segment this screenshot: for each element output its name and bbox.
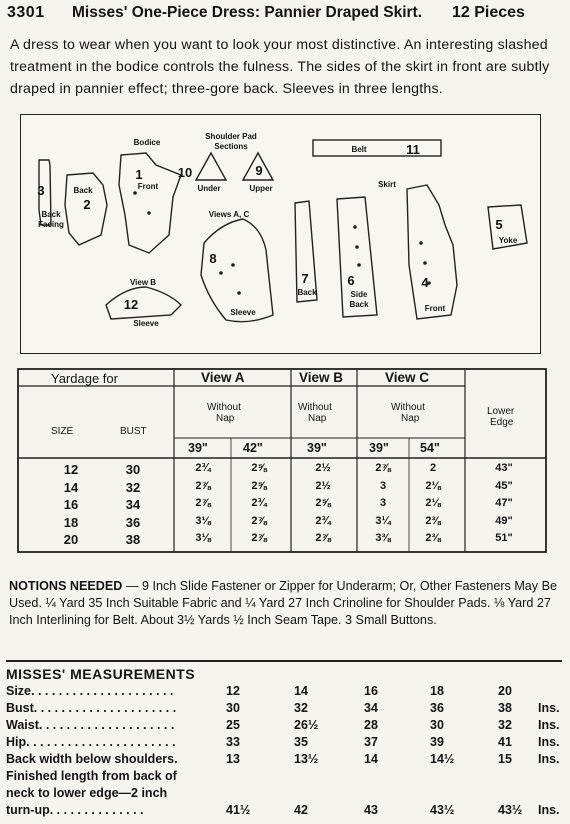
num-2: 2 — [83, 197, 91, 212]
measurement-value: 14½ — [430, 752, 455, 766]
description-paragraph: A dress to wear when you want to look your most distinctive. An interesting slashed treatment in the bodice controls the fulness. The sides of the skirt in front are subtly draped in pannier effect; three-gore back. Sleeves in three lengths. — [10, 37, 550, 97]
measurement-value: 18 — [430, 684, 444, 698]
measurement-unit: Ins. — [538, 803, 560, 817]
label-skirt: Skirt — [378, 180, 396, 189]
without-nap-c-2: Nap — [401, 413, 420, 424]
num-7: 7 — [301, 271, 309, 286]
measurement-row — [6, 752, 566, 769]
yardage-cell-b39: 2⅝ — [315, 497, 331, 509]
measurement-value: 38 — [498, 701, 512, 715]
label-back-skirt: Back — [297, 288, 317, 297]
yardage-cell-a39: 2⅞ — [195, 479, 211, 492]
measurement-label: Back width below shoulders. — [6, 752, 178, 766]
measurement-label: Hip. . . . . . . . . . . . . . . . . . . . . . — [6, 735, 176, 749]
section-divider — [6, 660, 562, 662]
yardage-cell-c39: 3 — [379, 497, 387, 509]
num-6: 6 — [347, 273, 355, 288]
measurement-unit: Ins. — [538, 701, 560, 715]
yardage-cell-c39: 3 — [379, 479, 387, 492]
label-yoke: Yoke — [498, 236, 518, 245]
label-belt: Belt — [351, 145, 367, 154]
pattern-layout-diagram — [20, 114, 541, 354]
measurement-value: 41 — [498, 735, 512, 749]
yardage-cell-c54: 2 — [429, 462, 437, 474]
yardage-cell-size: 16 — [63, 497, 79, 512]
measurement-row — [6, 701, 566, 718]
piece-sleeve-b — [106, 287, 181, 319]
without-nap-b-1: Without — [298, 402, 332, 413]
measurement-row — [6, 684, 566, 701]
yardage-for-label: Yardage for — [51, 371, 118, 386]
measurement-row — [6, 803, 566, 820]
without-nap-c-1: Without — [391, 402, 425, 413]
width-b39: 39" — [307, 441, 327, 455]
piece-belt — [313, 140, 441, 156]
yardage-cell-edge: 51" — [495, 532, 513, 544]
yardage-cell-size: 12 — [63, 462, 79, 477]
label-front-skirt: Front — [424, 304, 446, 313]
yardage-cell-c39: 2⅞ — [375, 462, 391, 474]
label-view-b: View B — [129, 278, 157, 287]
width-a42: 42" — [243, 441, 263, 455]
num-4: 4 — [421, 275, 429, 290]
width-c39: 39" — [369, 441, 389, 455]
label-upper: Upper — [249, 184, 273, 193]
measurement-value: 14 — [364, 752, 378, 766]
lower-edge-header-2: Edge — [490, 417, 514, 428]
piece-bodice-front — [119, 153, 181, 253]
yardage-cell-c39: 3⅜ — [375, 532, 391, 544]
yardage-cell-b39: 2½ — [315, 479, 331, 492]
measurement-value: 41½ — [226, 803, 251, 817]
yardage-cell-edge: 43" — [495, 462, 513, 474]
measurements-title: MISSES' MEASUREMENTS — [6, 666, 196, 682]
measurement-unit: Ins. — [538, 752, 560, 766]
num-5: 5 — [495, 217, 503, 232]
measurement-value: 43½ — [498, 803, 523, 817]
yardage-cell-edge: 49" — [495, 514, 513, 527]
view-b-header: View B — [299, 370, 344, 385]
measurement-value: 33 — [226, 735, 240, 749]
measurement-value: 28 — [364, 718, 378, 732]
yardage-cell-bust: 32 — [125, 479, 141, 495]
label-front: Front — [137, 182, 159, 191]
yardage-cell-a42: 2⅞ — [251, 514, 267, 527]
label-bodice: Bodice — [133, 138, 161, 147]
measurement-unit: Ins. — [538, 735, 560, 749]
num-3: 3 — [37, 183, 45, 198]
yardage-cell-b39: 2½ — [315, 462, 331, 474]
yardage-cell-size: 14 — [63, 479, 79, 495]
measurement-label: Finished length from back of — [6, 769, 177, 783]
lower-edge-header-1: Lower — [487, 406, 515, 417]
yardage-cell-a42: 2¾ — [251, 497, 267, 509]
yardage-cell-bust: 34 — [125, 497, 141, 512]
measurement-value: 34 — [364, 701, 378, 715]
notions-text: — 9 Inch Slide Fastener or Zipper for Underarm; Or, Other Fasteners May Be Used. ¼ Yard 35 Inch Suitable Fabric and ¼ Yard 27 Inch Crinoline for Shoulder Pads. ⅛ Yard 27 Inch Interlining for Belt. About 3½ Yards ½ Inch Seam Tape. 3 Small Buttons. — [9, 579, 558, 627]
measurement-value: 26½ — [294, 718, 319, 732]
label-back-facing-1: Back — [41, 210, 61, 219]
yardage-cell-c54: 2⅛ — [425, 497, 441, 509]
num-8: 8 — [209, 251, 217, 266]
measurement-unit: Ins. — [538, 718, 560, 732]
label-back-facing-2: Facing — [38, 220, 64, 229]
yardage-cell-a39: 2⅞ — [195, 497, 211, 509]
yardage-cell-edge: 47" — [495, 497, 513, 509]
num-11: 11 — [406, 142, 420, 157]
view-c-header: View C — [385, 370, 430, 385]
label-shoulder-pad: Shoulder Pad — [205, 132, 257, 141]
label-sleeve-ac: Sleeve — [230, 308, 256, 317]
notions-label: NOTIONS NEEDED — [9, 579, 123, 593]
yardage-cell-a42: 2⅞ — [251, 532, 267, 544]
measurement-label: neck to lower edge—2 inch — [6, 786, 168, 800]
measurement-value: 16 — [364, 684, 378, 698]
measurement-row — [6, 735, 566, 752]
measurement-value: 43½ — [430, 803, 455, 817]
piece-skirt-front — [407, 185, 457, 319]
measurement-value: 39 — [430, 735, 444, 749]
bust-header: BUST — [120, 426, 147, 437]
measurement-value: 35 — [294, 735, 308, 749]
measurement-label: turn-up. . . . . . . . . . . . . . — [6, 803, 144, 817]
yardage-cell-b39: 2⅞ — [315, 532, 331, 544]
yardage-cell-a39: 3⅛ — [195, 532, 211, 544]
label-back: Back — [73, 186, 93, 195]
measurement-label: Waist. . . . . . . . . . . . . . . . . . . . — [6, 718, 175, 732]
without-nap-a-2: Nap — [216, 413, 235, 424]
measurement-value: 37 — [364, 735, 378, 749]
yardage-cell-c39: 3¼ — [375, 514, 391, 527]
piece-shoulder-pad-under — [196, 153, 226, 180]
yardage-cell-a42: 2⅝ — [251, 462, 267, 474]
measurement-value: 43 — [364, 803, 378, 817]
measurement-value: 30 — [430, 718, 444, 732]
view-a-header: View A — [201, 370, 245, 385]
yardage-cell-c54: 2⅜ — [425, 514, 441, 527]
measurement-value: 13 — [226, 752, 240, 766]
yardage-cell-size: 20 — [63, 532, 79, 547]
yardage-cell-edge: 45" — [495, 479, 513, 492]
num-12: 12 — [123, 297, 139, 312]
size-header: SIZE — [51, 426, 74, 437]
measurement-value: 32 — [498, 718, 512, 732]
yardage-table — [17, 368, 547, 553]
measurement-value: 20 — [498, 684, 512, 698]
label-under: Under — [197, 184, 221, 193]
piece-skirt-back — [295, 201, 317, 302]
width-c54: 54" — [420, 441, 440, 455]
without-nap-b-2: Nap — [308, 413, 327, 424]
measurement-value: 42 — [294, 803, 308, 817]
measurement-value: 13½ — [294, 752, 319, 766]
yardage-cell-c54: 2⅜ — [425, 532, 441, 544]
yardage-cell-c54: 2⅛ — [425, 479, 441, 492]
without-nap-a-1: Without — [207, 402, 241, 413]
measurement-row — [6, 718, 566, 735]
yardage-cell-b39: 2¾ — [315, 514, 331, 527]
yardage-cell-bust: 38 — [125, 532, 141, 547]
width-a39: 39" — [188, 441, 208, 455]
piece-sleeve-ac — [201, 219, 273, 322]
notions-needed — [9, 578, 565, 629]
label-sleeve-b: Sleeve — [133, 319, 159, 328]
yardage-cell-size: 18 — [63, 514, 79, 530]
num-10: 10 — [177, 165, 193, 180]
pattern-title: Misses' One-Piece Dress: Pannier Draped Skirt. — [72, 4, 422, 21]
measurement-value: 25 — [226, 718, 240, 732]
piece-count: 12 Pieces — [452, 4, 525, 21]
measurement-value: 15 — [498, 752, 512, 766]
measurement-value: 36 — [430, 701, 444, 715]
piece-skirt-side-back — [337, 197, 377, 317]
measurement-value: 14 — [294, 684, 308, 698]
measurement-row — [6, 769, 566, 786]
label-side-back-1: Side — [350, 290, 368, 299]
label-side-back-2: Back — [349, 300, 369, 309]
measurement-value: 12 — [226, 684, 240, 698]
yardage-cell-bust: 36 — [125, 514, 141, 530]
label-views-ac: Views A, C — [208, 210, 250, 219]
yardage-cell-a39: 3⅛ — [195, 514, 211, 527]
measurement-value: 32 — [294, 701, 308, 715]
yardage-cell-a42: 2⅝ — [251, 479, 267, 492]
label-sections: Sections — [214, 142, 248, 151]
measurement-label: Size. . . . . . . . . . . . . . . . . . . . . — [6, 684, 174, 698]
pattern-number: 3301 — [7, 4, 45, 21]
yardage-cell-bust: 30 — [125, 462, 141, 477]
measurement-row — [6, 786, 566, 803]
measurement-value: 30 — [226, 701, 240, 715]
num-1: 1 — [135, 167, 143, 182]
num-9: 9 — [255, 163, 263, 178]
measurement-label: Bust. . . . . . . . . . . . . . . . . . . . . — [6, 701, 177, 715]
yardage-cell-a39: 2¾ — [195, 462, 211, 474]
